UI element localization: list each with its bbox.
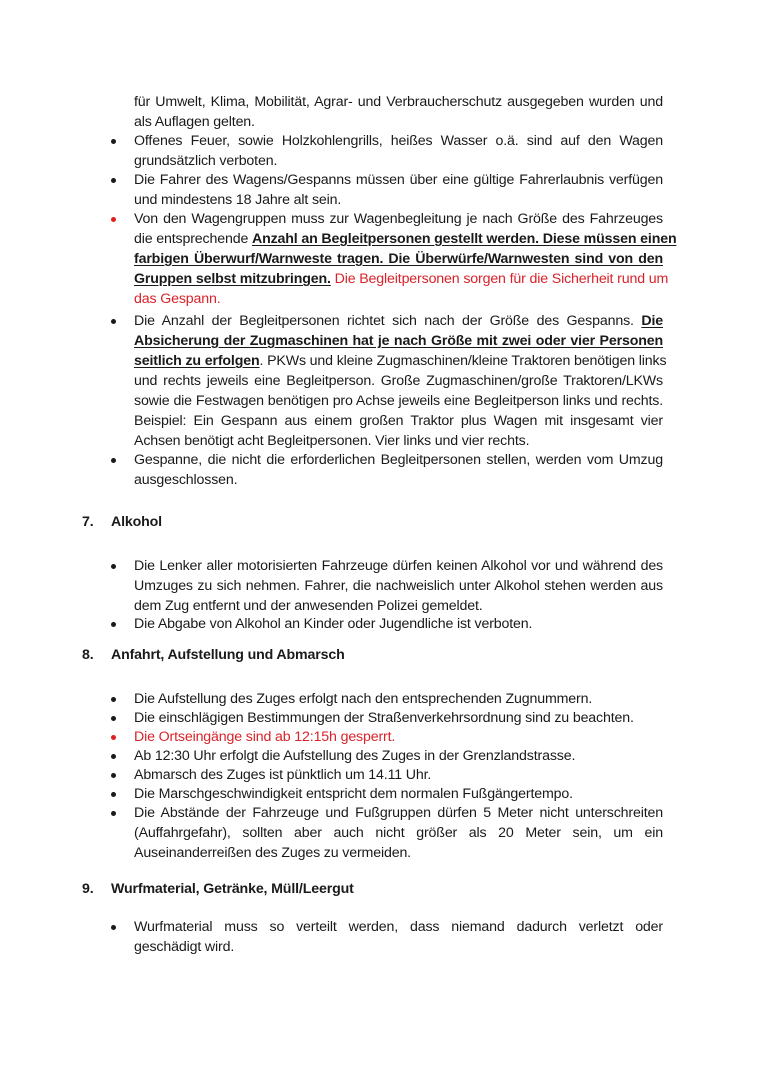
list-item-text: Die Aufstellung des Zuges erfolgt nach den entsprechenden Zugnummern. <box>134 691 593 707</box>
text-bold-underline: farbigen Überwurf/Warnweste tragen. Die Überwürfe/Warnwesten sind von den <box>134 251 663 267</box>
list-item-text: und rechts jeweils eine Begleitperson. Große Zugmaschinen/große Traktoren/LKWs <box>134 373 663 389</box>
text-red: Die Begleitpersonen sorgen für die Sicherheit rund um <box>330 271 669 287</box>
bullet-icon <box>110 614 118 634</box>
text-plain: Die Anzahl der Begleitpersonen richtet sich nach der Größe des Gespanns. <box>134 313 642 329</box>
bullet-icon <box>110 556 118 576</box>
bullet-icon-red <box>110 727 118 747</box>
text-plain: die entsprechende <box>134 231 252 247</box>
bullet-icon <box>110 450 118 470</box>
list-item-text: Die Abstände der Fahrzeuge und Fußgruppen dürfen 5 Meter nicht unterschreiten <box>134 805 663 821</box>
list-item-text: Abmarsch des Zuges ist pünktlich um 14.11 Uhr. <box>134 767 432 783</box>
section-heading <box>82 879 354 899</box>
bullet-icon <box>110 765 118 785</box>
list-item-text <box>134 311 663 331</box>
text-bold-underline: Absicherung der Zugmaschinen hat je nach Größe mit zwei oder vier Personen <box>134 333 663 349</box>
bullet-icon <box>110 784 118 804</box>
bullet-icon <box>110 311 118 331</box>
list-item-text: Die Abgabe von Alkohol an Kinder oder Jugendliche ist verboten. <box>134 616 533 632</box>
text-plain: . PKWs und kleine Zugmaschinen/kleine Traktoren benötigen links <box>259 353 667 369</box>
list-item-text: Die Marschgeschwindigkeit entspricht dem normalen Fußgängertempo. <box>134 786 573 802</box>
list-item-text: Die Fahrer des Wagens/Gespanns müssen über eine gültige Fahrerlaubnis verfügen <box>134 172 663 188</box>
text-bold-underline: Gruppen selbst mitzubringen. <box>134 271 331 287</box>
list-item-text <box>134 229 677 249</box>
list-item-text: Beispiel: Ein Gespann aus einem großen Traktor plus Wagen mit insgesamt vier <box>134 413 663 429</box>
bullet-icon-red <box>110 209 118 229</box>
text-bold-underline: Anzahl an Begleitpersonen gestellt werden. Diese müssen einen <box>251 231 677 247</box>
section-number: 8. <box>82 647 94 663</box>
list-item-text: sowie die Festwagen benötigen pro Achse jeweils eine Begleitperson links und rechts. <box>134 393 663 409</box>
list-item-text <box>134 269 669 289</box>
list-item-text: Von den Wagengruppen muss zur Wagenbegleitung je nach Größe des Fahrzeuges <box>134 211 663 227</box>
list-item-text: Ab 12:30 Uhr erfolgt die Aufstellung des Zuges in der Grenzlandstrasse. <box>134 748 576 764</box>
bullet-icon <box>110 708 118 728</box>
list-item-text: geschädigt wird. <box>134 939 235 955</box>
list-item-text-red: Die Ortseingänge sind ab 12:15h gesperrt. <box>134 729 396 745</box>
list-item-text: (Auffahrgefahr), sollten aber auch nicht größer als 20 Meter sein, um ein <box>134 825 663 841</box>
list-item-text: als Auflagen gelten. <box>134 114 255 130</box>
list-item-text: für Umwelt, Klima, Mobilität, Agrar- und Verbraucherschutz ausgegeben wurden und <box>134 94 663 110</box>
list-item-text: Gespanne, die nicht die erforderlichen Begleitpersonen stellen, werden vom Umzug <box>134 452 663 468</box>
list-item-text: ausgeschlossen. <box>134 472 238 488</box>
section-title: Wurfmaterial, Getränke, Müll/Leergut <box>111 881 354 897</box>
list-item-text: Wurfmaterial muss so verteilt werden, dass niemand dadurch verletzt oder <box>134 919 663 935</box>
list-item-text: Auseinanderreißen des Zuges zu vermeiden. <box>134 845 411 861</box>
section-heading <box>82 645 345 665</box>
section-heading <box>82 512 162 532</box>
list-item-text: Die Lenker aller motorisierten Fahrzeuge dürfen keinen Alkohol vor und während des <box>134 558 663 574</box>
bullet-icon <box>110 689 118 709</box>
list-item-text: Achsen benötigt acht Begleitpersonen. Vier links und vier rechts. <box>134 433 530 449</box>
bullet-icon <box>110 917 118 937</box>
list-item-text: und mindestens 18 Jahre alt sein. <box>134 192 342 208</box>
list-item-text: Umzuges zu sich nehmen. Fahrer, die nachweislich unter Alkohol stehen werden aus <box>134 578 663 594</box>
list-item-text <box>134 351 667 371</box>
list-item-text: dem Zug entfernt und der anwesenden Polizei gemeldet. <box>134 598 483 614</box>
bullet-icon <box>110 746 118 766</box>
list-item-text: grundsätzlich verboten. <box>134 153 278 169</box>
text-red: das Gespann. <box>134 291 221 307</box>
list-item-text: Die einschlägigen Bestimmungen der Straßenverkehrsordnung sind zu beachten. <box>134 710 634 726</box>
list-item-text: Offenes Feuer, sowie Holzkohlengrills, heißes Wasser o.ä. sind auf den Wagen <box>134 133 663 149</box>
bullet-icon <box>110 803 118 823</box>
text-bold-underline: Die <box>641 313 663 329</box>
section-title: Alkohol <box>111 514 162 530</box>
section-number: 7. <box>82 514 94 530</box>
section-title: Anfahrt, Aufstellung und Abmarsch <box>111 647 345 663</box>
bullet-icon <box>110 170 118 190</box>
text-bold-underline: seitlich zu erfolgen <box>134 353 260 369</box>
bullet-icon <box>110 131 118 151</box>
section-number: 9. <box>82 881 94 897</box>
